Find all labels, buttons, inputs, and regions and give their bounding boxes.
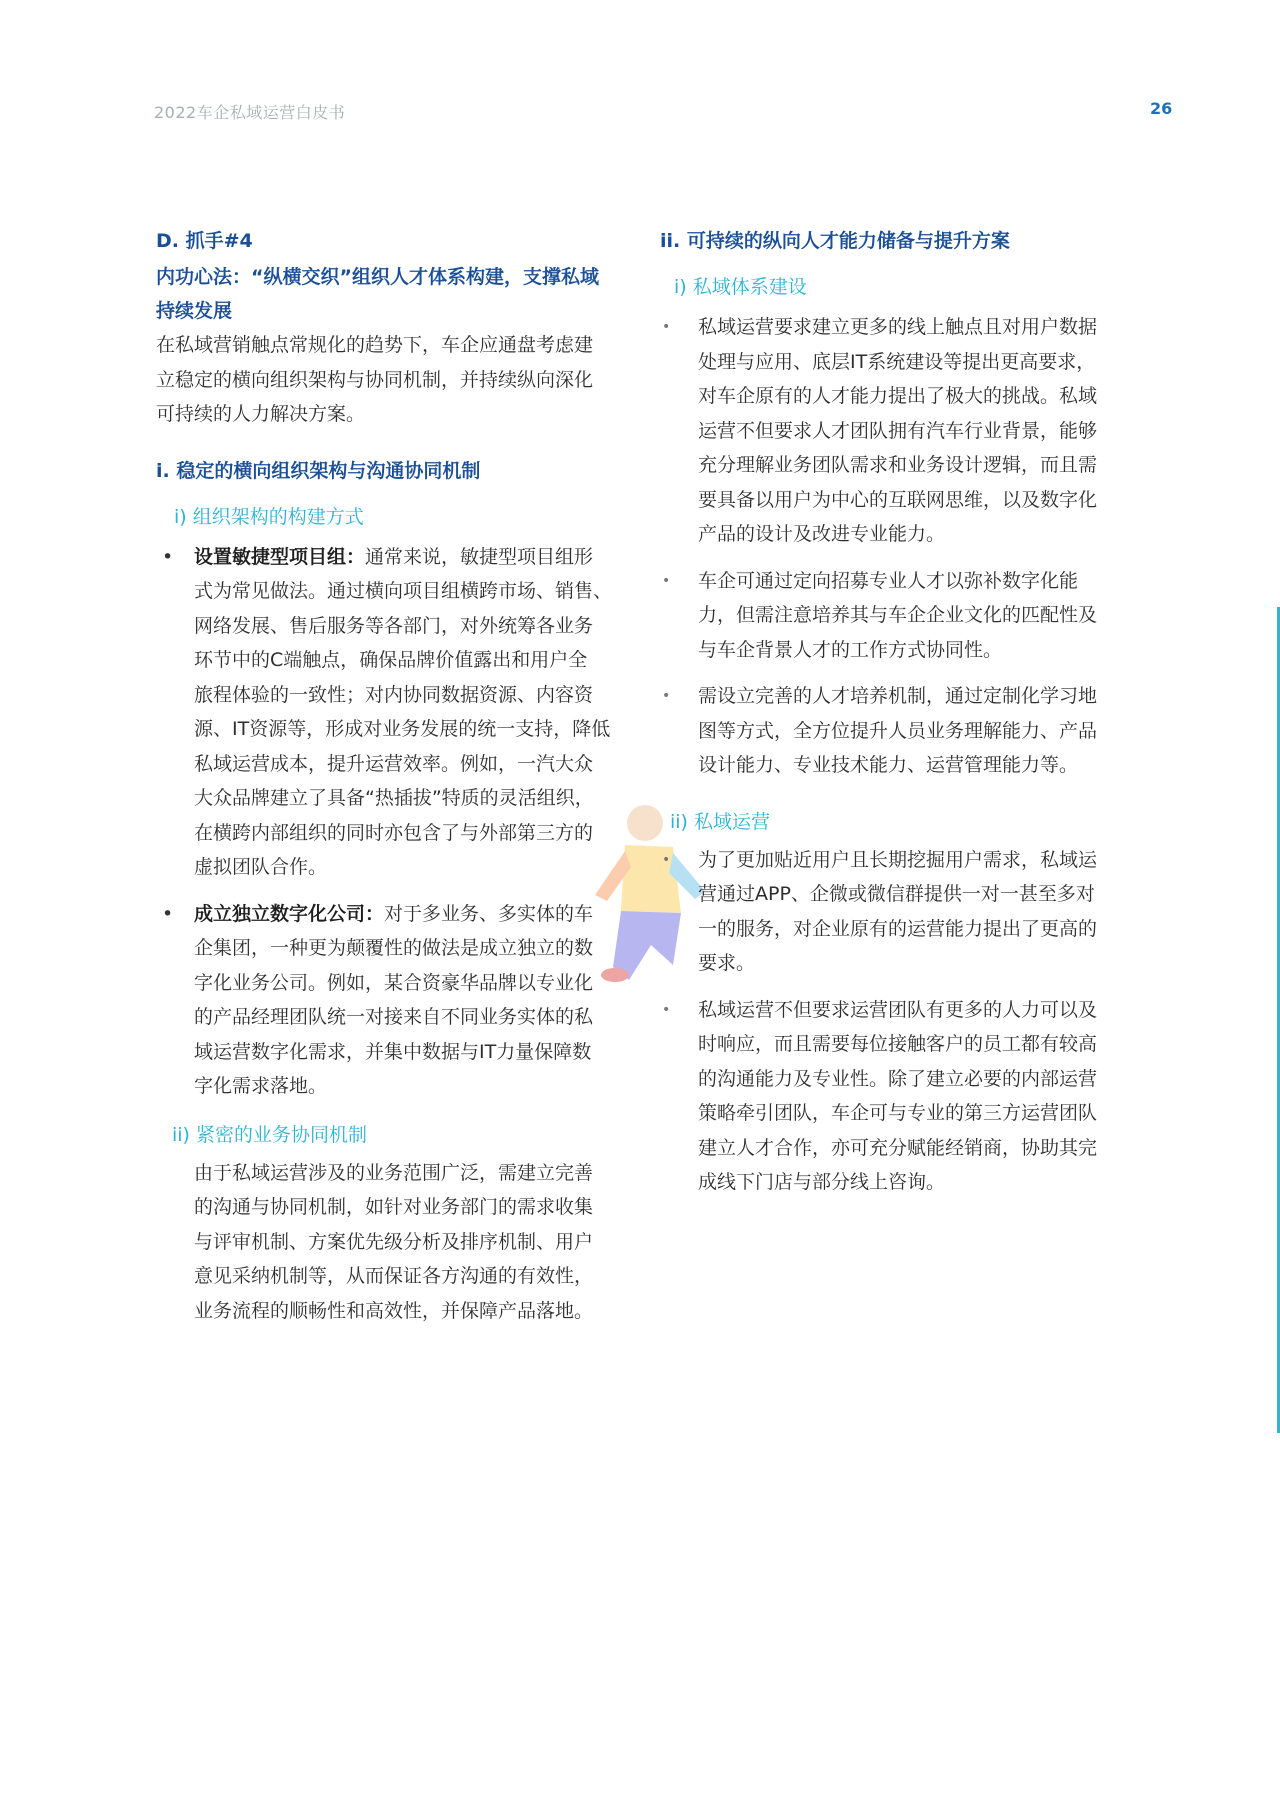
section-label: D. 抓手#4	[156, 230, 253, 252]
text-line: 环节中的C端触点，确保品牌价值露出和用户全	[194, 649, 588, 671]
bullet-digital-company	[156, 897, 630, 1104]
text-line: 需设立完善的人才培养机制，通过定制化学习地	[698, 685, 1098, 707]
text-line: 虚拟团队合作。	[194, 856, 328, 878]
bullet-agile-team	[156, 540, 630, 885]
intro-paragraph	[156, 328, 630, 432]
section-heading	[156, 260, 630, 328]
text-line: 企集团，一种更为颠覆性的做法是成立独立的数	[194, 937, 594, 959]
text-line: 字化业务公司。例如，某合资豪华品牌以专业化	[194, 971, 594, 994]
text-line: 成线下门店与部分线上咨询。	[698, 1171, 946, 1193]
section-heading-line-2: 持续发展	[156, 300, 233, 322]
text-line: 时响应，而且需要每位接触客户的员工都有较高	[698, 1033, 1098, 1055]
text-line: 运营不但要求人才团队拥有汽车行业背景，能够	[698, 419, 1098, 442]
bullet-dot: •	[162, 545, 174, 568]
text-line: 建立人才合作，亦可充分赋能经销商，协助其完	[698, 1136, 1098, 1159]
bullet-dot: •	[662, 688, 671, 704]
text-line: 的产品经理团队统一对接来自不同业务实体的私	[194, 1006, 594, 1028]
bullet-first-rest: 对于多业务、多实体的车	[384, 902, 594, 925]
text-line: 域运营数字化需求，并集中数据与IT力量保障数	[194, 1040, 592, 1063]
text-line: 充分理解业务团队需求和业务设计逻辑，而且需	[698, 454, 1098, 476]
text-line: 与评审机制、方案优先级分析及排序机制、用户	[194, 1230, 594, 1253]
text-line: 为了更加贴近用户且长期挖掘用户需求，私域运	[698, 848, 1098, 871]
left-column	[156, 224, 630, 1328]
collaboration-paragraph	[156, 1156, 630, 1329]
right-column	[660, 224, 1130, 1200]
section-heading-line-1: 内功心法：“纵横交织”组织人才体系构建，支撑私域	[156, 266, 599, 288]
text-line: 产品的设计及改进专业能力。	[698, 523, 946, 545]
text-line: 网络发展、售后服务等各部门，对外统筹各业务	[194, 614, 594, 637]
text-line: 在横跨内部组织的同时亦包含了与外部第三方的	[194, 821, 594, 844]
text-line: 要求。	[698, 952, 756, 974]
text-line: 与车企背景人才的工作方式协同性。	[698, 638, 1003, 661]
bullet-dot: •	[162, 902, 174, 925]
bullet-lead: 设置敏捷型项目组：	[194, 545, 366, 568]
bullet-training	[660, 679, 1130, 783]
bullet-dot: •	[662, 319, 671, 335]
text-line: 在私域营销触点常规化的趋势下，车企应通盘考虑建	[156, 334, 594, 356]
subsection-ii-heading: ii. 可持续的纵向人才能力储备与提升方案	[660, 230, 1010, 252]
text-line: 营通过APP、企微或微信群提供一对一甚至多对	[698, 883, 1095, 905]
text-line: 式为常见做法。通过横向项目组横跨市场、销售、	[194, 580, 613, 602]
bullet-dot: •	[662, 572, 671, 589]
text-line: 大众品牌建立了具备“热插拔”特质的灵活组织，	[194, 787, 594, 809]
text-line: 私域运营不但要求运营团队有更多的人力可以及	[698, 998, 1098, 1021]
bullet-first-rest: 通常来说，敏捷型项目组形	[365, 545, 594, 568]
text-line: 可持续的人力解决方案。	[156, 403, 366, 425]
text-line	[194, 540, 630, 575]
text-line: 对车企原有的人才能力提出了极大的挑战。私域	[698, 385, 1098, 407]
text-line	[194, 897, 630, 932]
text-line: 私域运营成本，提升运营效率。例如，一汽大众	[194, 752, 594, 775]
text-line: 业务流程的顺畅性和高效性，并保障产品落地。	[194, 1299, 594, 1322]
text-line: 设计能力、专业技术能力、运营管理能力等。	[698, 754, 1079, 776]
subsection-ii-2-heading: ii) 私域运营	[670, 810, 771, 833]
text-line: 源、IT资源等，形成对业务发展的统一支持，降低	[194, 718, 611, 740]
text-line: 力，但需注意培养其与车企企业文化的匹配性及	[698, 604, 1098, 626]
subsection-i-1-heading: i) 组织架构的构建方式	[174, 505, 364, 528]
bullet-lead: 成立独立数字化公司：	[194, 902, 385, 925]
document-title: 2022车企私域运营白皮书	[154, 103, 346, 122]
text-line: 处理与应用、底层IT系统建设等提出更高要求，	[698, 350, 1096, 373]
bullet-dot: •	[662, 851, 671, 868]
bullet-recruitment	[660, 564, 1130, 668]
text-line: 立稳定的横向组织架构与协同机制，并持续纵向深化	[156, 368, 594, 391]
text-line: 的沟通能力及专业性。除了建立必要的内部运营	[698, 1067, 1098, 1090]
text-line: 由于私域运营涉及的业务范围广泛，需建立完善	[194, 1161, 594, 1184]
text-line: 一的服务，对企业原有的运营能力提出了更高的	[698, 917, 1098, 940]
text-line: 旅程体验的一致性；对内协同数据资源、内容资	[194, 683, 594, 706]
bullet-system-building	[660, 310, 1130, 552]
bullet-operations	[660, 843, 1130, 981]
bullet-dot: •	[662, 1001, 671, 1018]
page-number: 26	[1150, 99, 1173, 118]
bullet-team-response	[660, 993, 1130, 1200]
subsection-i-heading: i. 稳定的横向组织架构与沟通协同机制	[156, 459, 481, 482]
text-line: 图等方式，全方位提升人员业务理解能力、产品	[698, 719, 1098, 742]
text-line: 字化需求落地。	[194, 1075, 328, 1097]
text-line: 的沟通与协同机制，如针对业务部门的需求收集	[194, 1196, 594, 1218]
text-line: 意见采纳机制等，从而保证各方沟通的有效性，	[194, 1265, 594, 1287]
subsection-ii-1-heading: i) 私域体系建设	[674, 276, 807, 298]
subsection-i-2-heading: ii) 紧密的业务协同机制	[172, 1123, 368, 1146]
text-line: 策略牵引团队，车企可与专业的第三方运营团队	[698, 1102, 1098, 1124]
text-line: 车企可通过定向招募专业人才以弥补数字化能	[698, 569, 1079, 592]
text-line: 私域运营要求建立更多的线上触点且对用户数据	[698, 316, 1098, 338]
text-line: 要具备以用户为中心的互联网思维，以及数字化	[698, 488, 1098, 511]
